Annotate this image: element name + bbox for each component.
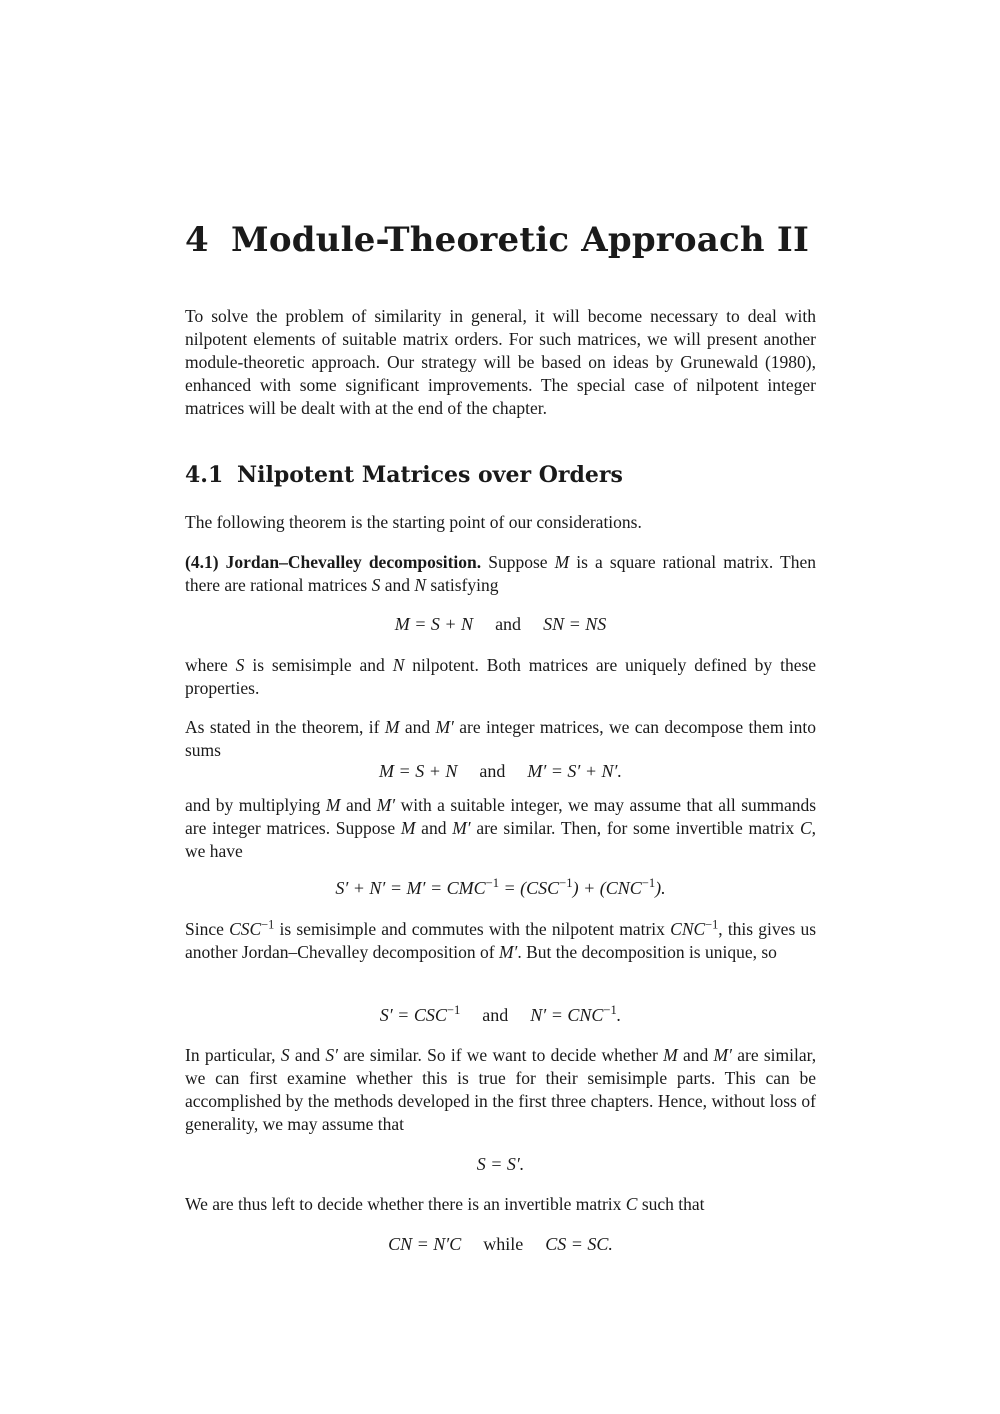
math: M′ <box>498 942 518 962</box>
intro-paragraph: To solve the problem of similarity in general, it will become necessary to deal with nilpotent elements of suitable matrix orders. For such matrices, we will present another module-theoretic approach. Our strategy will be based on ideas by Grunewald (1980), enhanced with some significant improvements. The special case of nilpotent integer matrices will be dealt with at the end of the chapter. <box>185 306 816 418</box>
text-run: In particular, <box>185 1045 276 1065</box>
math: N <box>414 575 427 595</box>
chapter-number: 4 <box>185 220 209 260</box>
paragraph-multiplying <box>185 794 816 863</box>
theorem-continuation <box>185 654 816 700</box>
math: C <box>625 1194 638 1214</box>
paragraph-since <box>185 918 816 964</box>
equation-uniqueness: $S' = CSC^{-1}$ and $N' = CNC^{-1}$. <box>379 1003 622 1025</box>
math: M′ <box>713 1045 732 1065</box>
math: $CNC^{-1}$ <box>670 917 719 939</box>
text-run: while <box>483 1234 524 1254</box>
math: M <box>325 795 341 815</box>
text-run: and <box>345 795 372 815</box>
text-run: and <box>384 575 410 595</box>
text-run: and <box>495 614 522 634</box>
text-run: are similar. So if we want to decide whether <box>343 1045 658 1065</box>
text-run: and <box>294 1045 321 1065</box>
math: M <box>554 552 570 572</box>
section-number: 4.1 <box>185 462 224 488</box>
section-heading <box>185 462 623 488</box>
text-run: such that <box>641 1194 705 1214</box>
paragraph-stated <box>185 716 816 762</box>
math: M′ <box>452 818 471 838</box>
section-title: Nilpotent Matrices over Orders <box>237 462 623 488</box>
text-run: We are thus left to decide whether there is an invertible matrix <box>185 1194 622 1214</box>
paragraph-thus <box>185 1193 816 1216</box>
equation-final: CN = N′C while CS = SC. <box>388 1234 613 1254</box>
text-run: are similar. Then, for some invertible matrix <box>476 818 795 838</box>
paragraph-following: The following theorem is the starting point of our considerations. <box>185 512 642 532</box>
math: M <box>400 818 416 838</box>
chapter-title: Module-Theoretic Approach II <box>231 220 810 260</box>
text-run: and <box>482 1005 509 1025</box>
text-run: where <box>185 655 228 675</box>
math: M <box>663 1045 678 1065</box>
text-run: and by multiplying <box>185 795 321 815</box>
theorem-label: (4.1) Jordan–Chevalley decomposition. <box>185 552 482 572</box>
math: M′ <box>376 795 396 815</box>
text-run: is semisimple and commutes with the nilpotent matrix <box>279 919 665 939</box>
text-run: , we have <box>185 818 817 861</box>
theorem-paragraph <box>185 551 816 597</box>
text-run: and <box>404 717 431 737</box>
text-run: As stated in the theorem, if <box>185 717 380 737</box>
math: S <box>371 575 381 595</box>
math: N <box>392 655 405 675</box>
math: $CSC^{-1}$ <box>229 917 275 939</box>
chapter-heading <box>185 220 809 260</box>
text-run: are integer matrices, we can decompose them into sums <box>185 717 817 760</box>
math: S′ <box>325 1045 338 1065</box>
text-run: are similar, we can first examine whether this is true for their semisimple parts. This can be accomplished by the methods developed in the first three chapters. Hence, without loss of generality, we may assume that <box>185 1045 817 1134</box>
text-run: and <box>479 761 506 781</box>
text-run: is semisimple and <box>252 655 385 675</box>
text-run: and <box>683 1045 709 1065</box>
math: M <box>384 717 400 737</box>
math: S <box>280 1045 290 1065</box>
text-run: satisfying <box>430 575 499 595</box>
text-run: Since <box>185 919 224 939</box>
text-run: nilpotent. Both matrices are uniquely defined by these properties. <box>185 655 817 698</box>
paragraph-particular <box>185 1044 816 1136</box>
equation-conjugation: $S' + N' = M' = CMC^{-1} = (CSC^{-1}) + (CNC^{-1})$. <box>335 876 666 898</box>
math: S <box>235 655 245 675</box>
equation-jordan-chevalley: M = S + N and SN = NS <box>394 614 607 634</box>
math: M′ <box>435 717 454 737</box>
math: C <box>799 818 812 838</box>
text-run: , this gives us another Jordan–Chevalley decomposition of <box>185 919 817 962</box>
text-run: Suppose <box>488 552 548 572</box>
equation-s-equals: S = S′. <box>476 1154 525 1174</box>
text-run: is a square rational matrix. Then there are rational matrices <box>185 552 817 595</box>
text-run: . But the decomposition is unique, so <box>517 942 777 962</box>
equation-decomposition: M = S + N and M′ = S′ + N′. <box>379 761 622 781</box>
text-run: and <box>421 818 447 838</box>
text-run: with a suitable integer, we may assume that all summands are integer matrices. Suppose <box>185 795 817 838</box>
